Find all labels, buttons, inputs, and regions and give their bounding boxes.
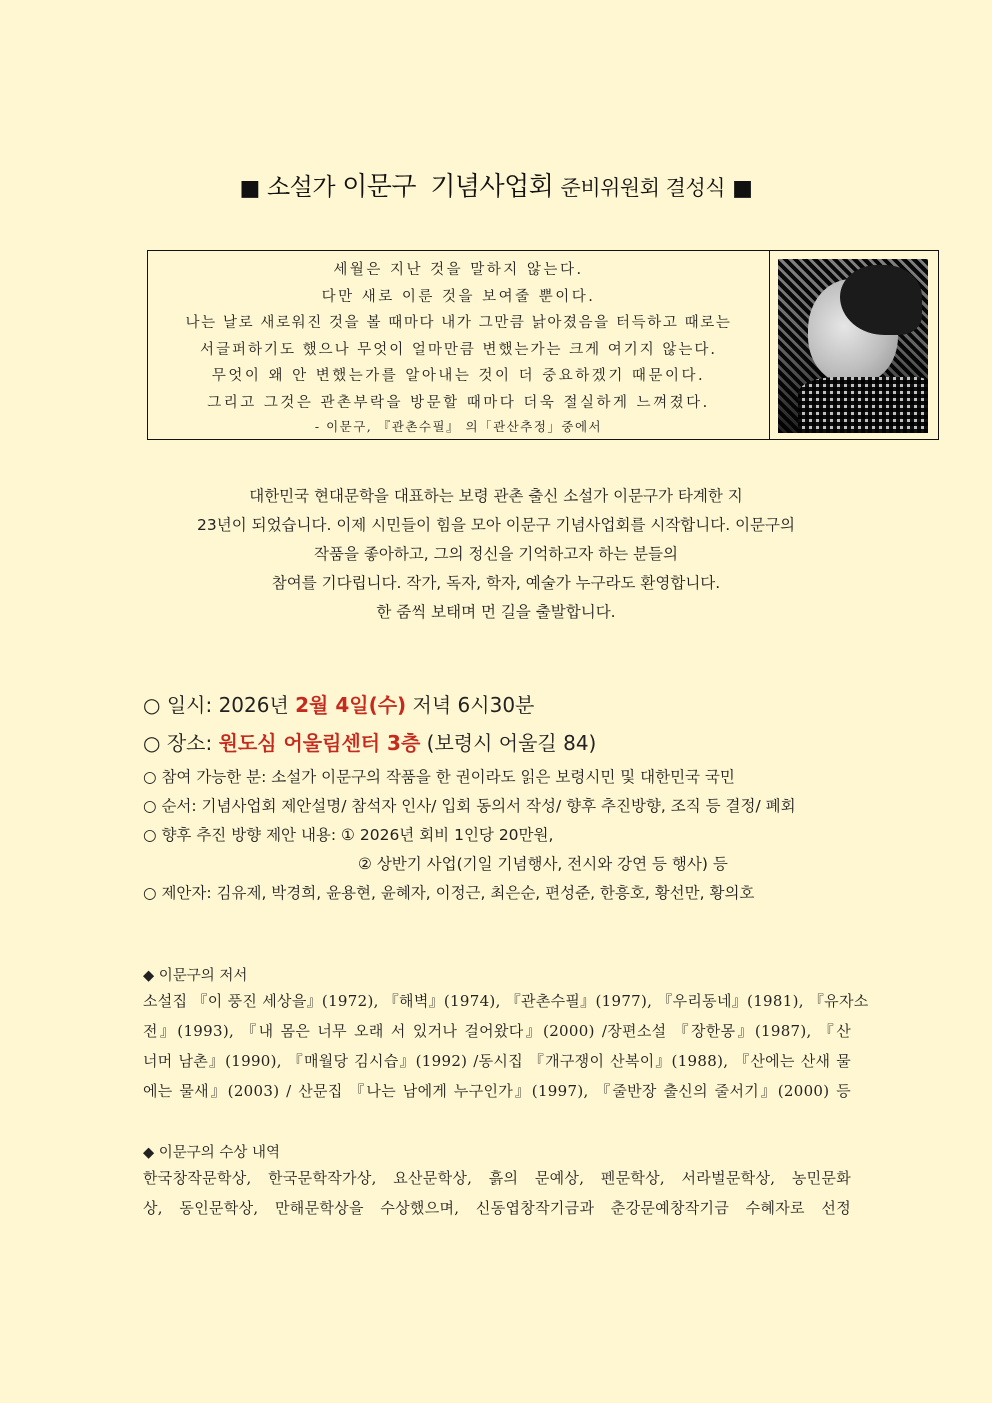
date-label: 일시: xyxy=(166,693,213,717)
title-part-society: 기념사업회 xyxy=(430,172,554,202)
square-mark-icon: ■ xyxy=(239,176,260,201)
quote-line: 나는 날로 새로워진 것을 볼 때마다 내가 그만큼 낡아졌음을 터득하고 때로는 xyxy=(185,315,732,331)
date-time: 저녁 6시30분 xyxy=(412,693,535,717)
intro-line: 대한민국 현대문학을 대표하는 보령 관촌 출신 소설가 이문구가 타계한 지 xyxy=(249,487,743,505)
place-highlight: 원도심 어울림센터 3층 xyxy=(218,731,421,755)
author-portrait xyxy=(778,259,928,433)
portrait-shirt xyxy=(798,377,928,433)
quote-line: 그리고 그것은 관촌부락을 방문할 때마다 더욱 절실하게 느껴졌다. xyxy=(207,394,710,411)
intro-line: 작품을 좋아하고, 그의 정신을 기억하고자 하는 분들의 xyxy=(314,545,678,563)
quote-line: 서글퍼하기도 했으나 무엇이 얼마만큼 변했는가는 크게 여기지 않는다. xyxy=(199,341,718,358)
awards-list xyxy=(143,1163,851,1223)
circle-bullet-icon: ○ xyxy=(143,731,161,755)
event-order: ○ 순서: 기념사업회 제안설명/ 참석자 인사/ 입회 동의서 작성/ 향후 추진방향, 조직 등 결정/ 폐회 xyxy=(143,797,796,815)
place-address: (보령시 어울길 84) xyxy=(426,731,597,755)
works-list xyxy=(143,986,869,1106)
event-place xyxy=(143,727,903,756)
works-heading: ◆ 이문구의 저서 xyxy=(143,968,248,984)
intro-line: 한 줌씩 보태며 먼 길을 출발합니다. xyxy=(376,603,616,621)
eligible-participants: ○ 참여 가능한 분: 소설가 이문구의 작품을 한 권이라도 읽은 보령시민 및 대한민국 국민 xyxy=(143,768,735,786)
event-date xyxy=(143,689,903,718)
awards-line: 한국창작문학상, 한국문학작가상, 요산문학상, 흙의 문예상, 펜문학상, 서라벌문학상, 농민문화 xyxy=(143,1169,851,1187)
title-part-name: 이문구 xyxy=(342,172,417,202)
square-mark-icon: ■ xyxy=(732,176,753,201)
quote-source: - 이문구, 『관촌수필』 의「관산추정」중에서 xyxy=(314,419,603,434)
proposers: ○ 제안자: 김유제, 박경희, 윤용현, 윤혜자, 이정근, 최은순, 편성준, 한흥호, 황선만, 황의호 xyxy=(143,884,755,902)
proposal-item-1: ○ 향후 추진 방향 제안 내용: ① 2026년 회비 1인당 20만원, xyxy=(143,826,554,844)
date-year: 2026년 xyxy=(218,693,289,717)
title-part-novelist: 소설가 xyxy=(266,173,336,201)
awards-heading: ◆ 이문구의 수상 내역 xyxy=(143,1145,281,1161)
quote-text xyxy=(148,251,770,439)
works-line: 너머 남촌』(1990), 『매월당 김시습』(1992) /동시집 『개구쟁이 산복이』(1988), 『산에는 산새 물 xyxy=(143,1052,851,1070)
circle-bullet-icon: ○ xyxy=(143,693,161,717)
awards-line: 상, 동인문학상, 만해문학상을 수상했으며, 신동엽창작기금과 춘강문예창작기금 수혜자로 선정 xyxy=(143,1199,851,1217)
works-line: 소설집 『이 풍진 세상을』(1972), 『해벽』(1974), 『관촌수필』(1977), 『우리동네』(1981), 『유자소 xyxy=(143,992,869,1010)
quote-line: 다만 새로 이룬 것을 보여줄 뿐이다. xyxy=(321,288,596,305)
intro-paragraph xyxy=(100,482,892,627)
photo-cell xyxy=(770,251,938,439)
works-line: 에는 물새』(2003) / 산문집 『나는 남에게 누구인가』(1997), 『줄반장 출신의 줄서기』(2000) 등 xyxy=(143,1082,851,1100)
proposal-item-2: ② 상반기 사업(기일 기념행사, 전시와 강연 등 행사) 등 xyxy=(358,855,728,873)
date-highlight: 2월 4일(수) xyxy=(295,693,407,717)
works-line: 전』(1993), 『내 몸은 너무 오래 서 있거나 걸어왔다』(2000) /장편소설 『장한몽』(1987), 『산 xyxy=(143,1022,851,1040)
title-part-ceremony: 준비위원회 결성식 xyxy=(560,176,726,200)
place-label: 장소: xyxy=(166,731,213,755)
quote-line: 세월은 지난 것을 말하지 않는다. xyxy=(333,262,584,278)
quote-line: 무엇이 왜 안 변했는가를 알아내는 것이 더 중요하겠기 때문이다. xyxy=(211,368,706,384)
page-title xyxy=(0,166,992,203)
intro-line: 23년이 되었습니다. 이제 시민들이 힘을 모아 이문구 기념사업회를 시작합니다. 이문구의 xyxy=(197,516,795,534)
quote-box xyxy=(147,250,939,440)
intro-line: 참여를 기다립니다. 작가, 독자, 학자, 예술가 누구라도 환영합니다. xyxy=(271,574,721,592)
